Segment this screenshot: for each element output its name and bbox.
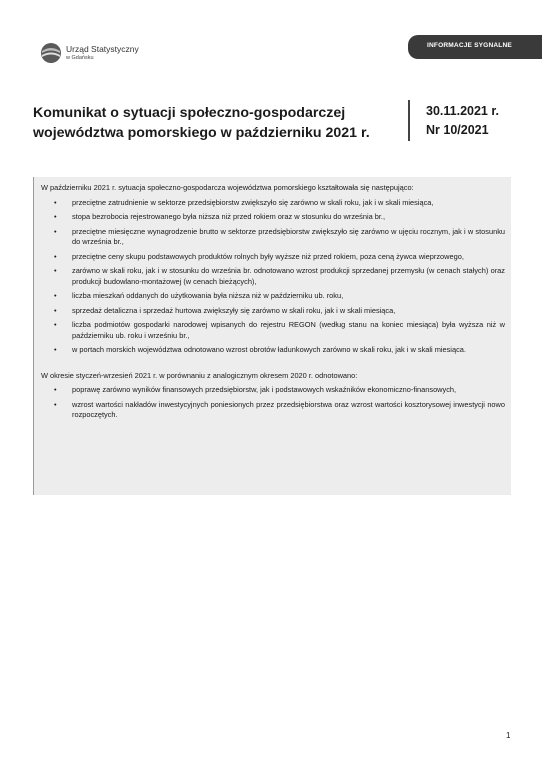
- bullet-icon: •: [54, 385, 57, 394]
- bullet-icon: •: [54, 399, 57, 409]
- list-item: • przeciętne miesięczne wynagrodzenie brutto w sektorze przedsiębiorstw zwiększyło się zarówno w ujęciu rocznym, jak i w stosunku do września br.,: [54, 226, 505, 246]
- list-item: • w portach morskich województwa odnotowano wzrost obrotów ładunkowych zarówno w skali roku, jak i w skali miesiąca.: [54, 345, 466, 354]
- bullet-icon: •: [54, 226, 57, 236]
- summary-list-october: [41, 198, 505, 356]
- list-item: • liczba podmiotów gospodarki narodowej wpisanych do rejestru REGON (według stanu na koniec miesiąca) była wyższa niż w październiku ub. roku i wrześniu br.,: [54, 320, 505, 340]
- bullet-icon: •: [54, 266, 57, 275]
- summary-box: [33, 177, 511, 495]
- bullet-icon: •: [54, 197, 57, 207]
- summary-list-ytd: [41, 385, 505, 421]
- page-title: [33, 103, 393, 143]
- summary-intro: W październiku 2021 r. sytuacja społeczno-gospodarcza województwa pomorskiego kształtowała się następująco:: [41, 183, 414, 192]
- title-divider: [408, 100, 410, 141]
- bullet-icon: •: [54, 305, 57, 315]
- logo-subtitle: w Gdańsku: [66, 55, 94, 61]
- page-number: 1: [506, 731, 511, 740]
- list-item: • sprzedaż detaliczna i sprzedaż hurtowa zwiększyły się zarówno w skali roku, jak i w skali miesiąca,: [54, 305, 396, 315]
- category-badge: INFORMACJE SYGNALNE: [427, 42, 512, 49]
- bullet-icon: •: [54, 320, 57, 329]
- bullet-icon: •: [54, 345, 57, 354]
- page-title-line1: Komunikat o sytuacji społeczno-gospodarczej: [33, 105, 346, 121]
- publication-date: 30.11.2021 r.: [426, 104, 499, 118]
- list-item: • przeciętne zatrudnienie w sektorze przedsiębiorstw zwiększyło się zarówno w skali roku, jak i w skali miesiąca,: [54, 197, 434, 207]
- list-item: • zarówno w skali roku, jak i w stosunku do września br. odnotowano wzrost produkcji sprzedanej przemysłu (w cenach stałych) oraz produkcji budowlano-montażowej (w cenach bieżących),: [54, 266, 505, 286]
- summary-intro-ytd: W okresie styczeń-wrzesień 2021 r. w porównaniu z analogicznym okresem 2020 r. odnotowano:: [41, 370, 358, 380]
- page-title-line2: województwa pomorskiego w październiku 2021 r.: [33, 125, 370, 141]
- list-item: • poprawę zarówno wyników finansowych przedsiębiorstw, jak i podstawowych wskaźników ekonomiczno-finansowych,: [54, 385, 457, 394]
- list-item: • wzrost wartości nakładów inwestycyjnych poniesionych przez przedsiębiorstwa oraz wzrost wartości kosztorysowej inwestycji nowo rozpoczętych.: [54, 399, 505, 419]
- list-item: • stopa bezrobocia rejestrowanego była niższa niż przed rokiem oraz w stosunku do września br.,: [54, 212, 386, 221]
- publication-number: Nr 10/2021: [426, 123, 489, 137]
- logo-title: Urząd Statystyczny: [66, 44, 139, 54]
- bullet-icon: •: [54, 251, 57, 261]
- bullet-icon: •: [54, 212, 57, 221]
- logo: [40, 42, 139, 64]
- bullet-icon: •: [54, 291, 57, 300]
- statistics-office-logo-icon: [40, 42, 62, 64]
- list-item: • liczba mieszkań oddanych do użytkowania była niższa niż w październiku ub. roku,: [54, 291, 344, 300]
- list-item: • przeciętne ceny skupu podstawowych produktów rolnych były wyższe niż przed rokiem, poza ceną żywca wieprzowego,: [54, 251, 464, 261]
